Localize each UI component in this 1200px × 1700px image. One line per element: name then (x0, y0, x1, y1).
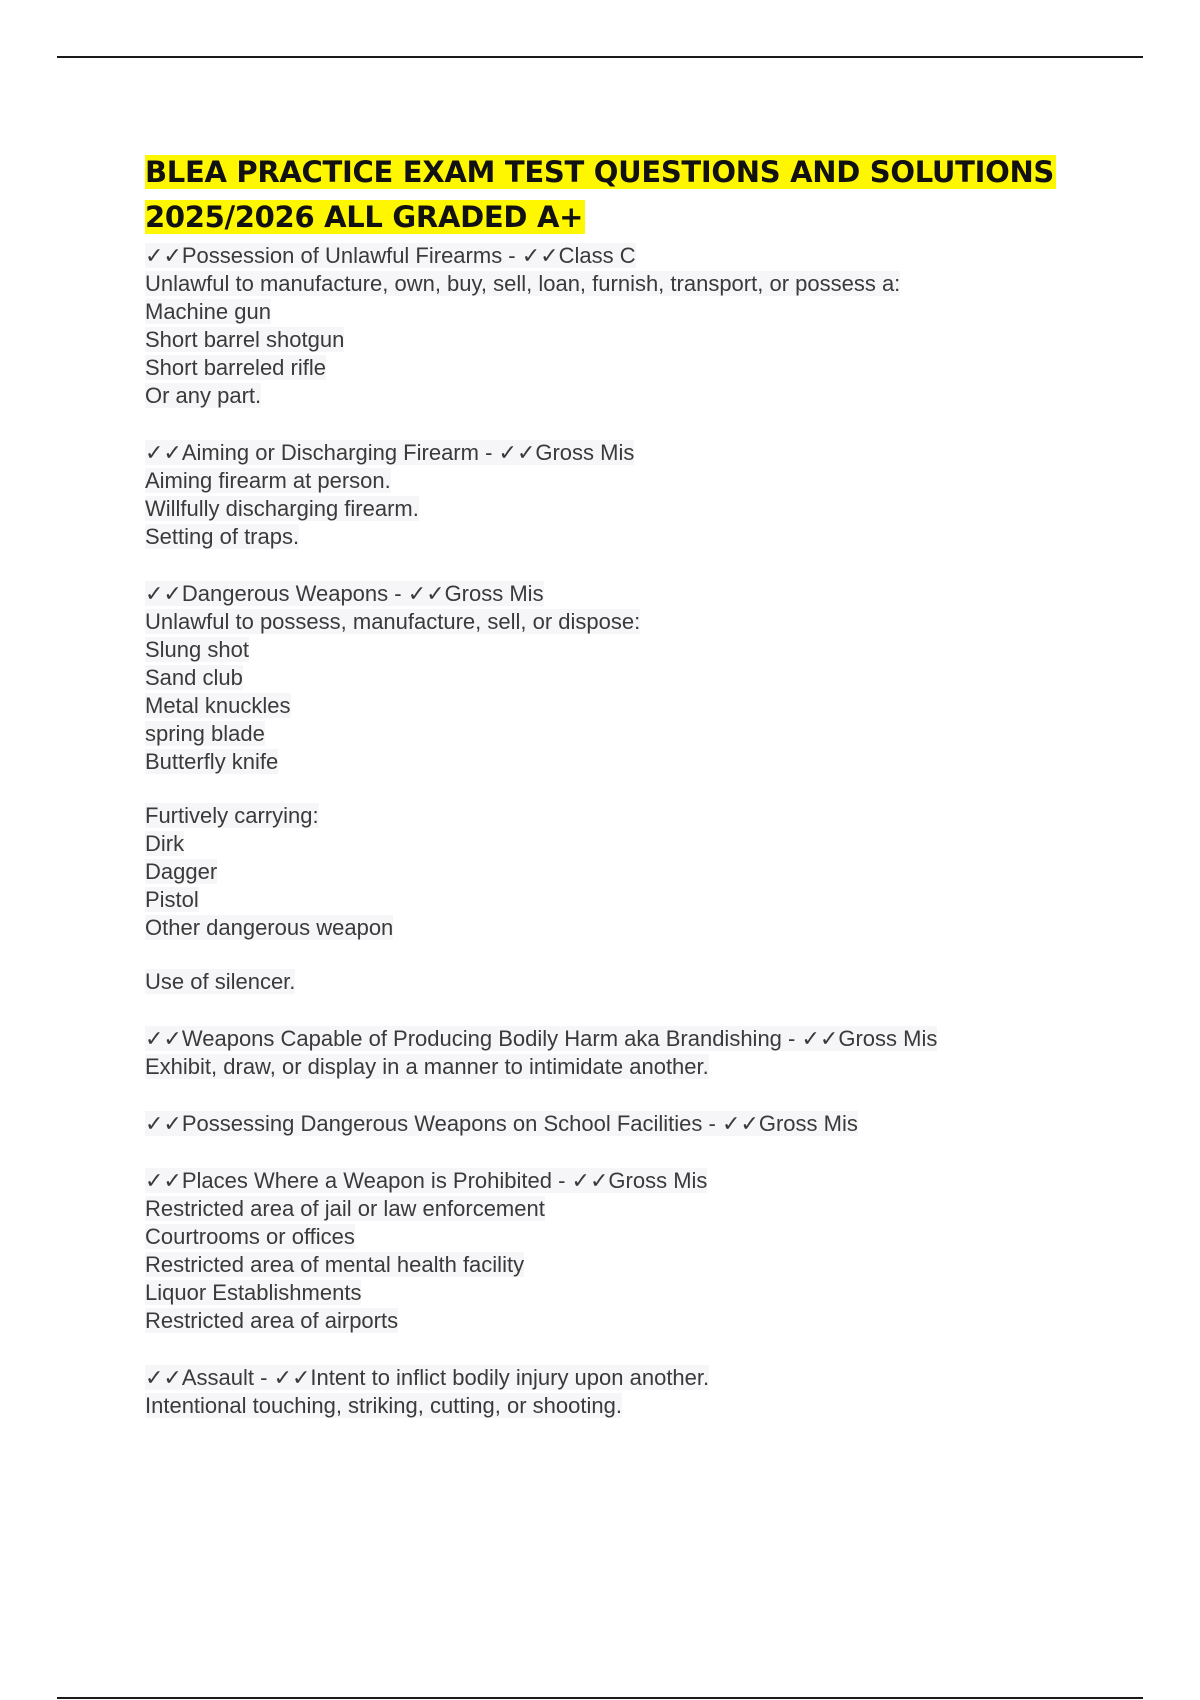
entry-line: Metal knuckles (145, 693, 291, 718)
document-page (145, 150, 1095, 1449)
entry-line: Exhibit, draw, or display in a manner to intimidate another. (145, 1054, 709, 1079)
entry-line: Use of silencer. (145, 969, 296, 994)
entry-line: Butterfly knife (145, 749, 279, 774)
entry-heading: ✓✓Possession of Unlawful Firearms - ✓✓Class C (145, 243, 636, 268)
document-title (145, 150, 1095, 240)
entry-line: Courtrooms or offices (145, 1224, 355, 1249)
entry-line: Intentional touching, striking, cutting, or shooting. (145, 1393, 622, 1418)
entry-line: Other dangerous weapon (145, 915, 394, 940)
entry-line: Unlawful to manufacture, own, buy, sell, loan, furnish, transport, or possess a: (145, 271, 901, 296)
entry-brandishing (145, 1025, 1095, 1081)
entry-heading: ✓✓Possessing Dangerous Weapons on School Facilities - ✓✓Gross Mis (145, 1111, 858, 1136)
entry-line: Restricted area of airports (145, 1308, 399, 1333)
entry-heading: ✓✓Aiming or Discharging Firearm - ✓✓Gross Mis (145, 440, 635, 465)
entry-line: Aiming firearm at person. (145, 468, 391, 493)
entry-heading: ✓✓Weapons Capable of Producing Bodily Harm aka Brandishing - ✓✓Gross Mis (145, 1026, 938, 1051)
entry-line: Restricted area of mental health facility (145, 1252, 525, 1277)
entry-line: Or any part. (145, 383, 262, 408)
entry-line: Liquor Establishments (145, 1280, 362, 1305)
entry-line: Willfully discharging firearm. (145, 496, 419, 521)
entry-line: spring blade (145, 721, 265, 746)
spacer (145, 776, 1095, 802)
entry-line: Unlawful to possess, manufacture, sell, or dispose: (145, 609, 641, 634)
entry-line: Short barrel shotgun (145, 327, 345, 352)
spacer (145, 942, 1095, 968)
entries-list (145, 242, 1095, 1420)
top-rule (57, 56, 1143, 58)
bottom-rule (57, 1697, 1143, 1699)
entry-line: Dirk (145, 831, 185, 856)
entry-heading: ✓✓Dangerous Weapons - ✓✓Gross Mis (145, 581, 544, 606)
entry-line: Furtively carrying: (145, 803, 319, 828)
entry-line: Dagger (145, 859, 218, 884)
entry-weapon-prohibited-places (145, 1167, 1095, 1335)
entry-aiming-discharging-firearm (145, 439, 1095, 551)
entry-possession-unlawful-firearms (145, 242, 1095, 410)
entry-line: Slung shot (145, 637, 249, 662)
entry-dangerous-weapons (145, 580, 1095, 996)
entry-assault (145, 1364, 1095, 1420)
entry-school-facilities (145, 1110, 1095, 1138)
entry-heading: ✓✓Places Where a Weapon is Prohibited - ✓✓Gross Mis (145, 1168, 708, 1193)
entry-line: Pistol (145, 887, 199, 912)
entry-heading: ✓✓Assault - ✓✓Intent to inflict bodily injury upon another. (145, 1365, 710, 1390)
entry-line: Short barreled rifle (145, 355, 326, 380)
entry-line: Setting of traps. (145, 524, 300, 549)
title-line-2: 2025/2026 ALL GRADED A+ (145, 200, 584, 234)
title-line-1: BLEA PRACTICE EXAM TEST QUESTIONS AND SOLUTIONS (145, 155, 1055, 189)
entry-line: Restricted area of jail or law enforcement (145, 1196, 545, 1221)
entry-line: Sand club (145, 665, 243, 690)
entry-line: Machine gun (145, 299, 271, 324)
